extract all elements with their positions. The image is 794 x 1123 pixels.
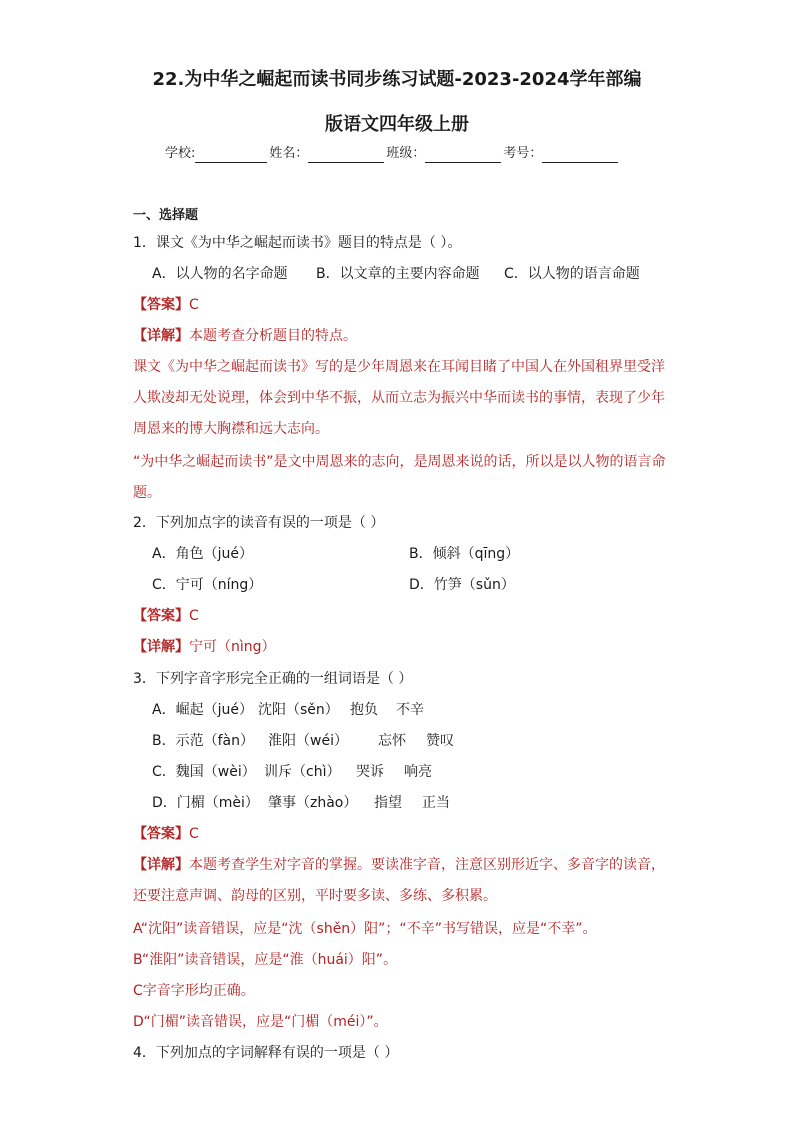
q3-option-a: A．崛起（jué） 沈阳（sěn） 抱负 不辛	[152, 702, 424, 718]
q3-option-c: C．魏国（wèi） 训斥（chì） 哭诉 响亮	[152, 764, 432, 780]
q1-options	[152, 265, 640, 283]
q2-detail: 【详解】宁可（nìng）	[133, 639, 276, 655]
class-label: 班级：	[386, 146, 426, 161]
q3-explanation-2: A“沈阳”读音错误，应是“沈（shěn）阳”；“不辛”书写错误，应是“不幸”。	[133, 921, 597, 937]
student-info-row	[165, 145, 620, 163]
q1-stem: 1．课文《为中华之崛起而读书》题目的特点是（ ）。	[133, 235, 462, 251]
q1-explanation-3: 周恩来的博大胸襟和远大志向。	[133, 421, 329, 437]
name-blank	[308, 148, 384, 163]
q1-explanation-2: 人欺凌却无处说理，体会到中华不振，从而立志为振兴中华而读书的事情，表现了少年	[133, 390, 665, 406]
q2-option-a: A．角色（jué）	[152, 546, 253, 562]
q1-explanation-1: 课文《为中华之崛起而读书》写的是少年周恩来在耳闻目睹了中国人在外国租界里受洋	[133, 359, 665, 375]
q3-detail: 【详解】本题考查学生对字音的掌握。要读准字音，注意区别形近字、多音字的读音，	[133, 857, 665, 873]
q3-explanation-3: B“淮阳”读音错误，应是“淮（huái）阳”。	[133, 952, 398, 968]
q3-explanation-1: 还要注意声调、韵母的区别，平时要多读、多练、多积累。	[133, 888, 497, 904]
q3-option-d: D．门楣（mèi） 肇事（zhào） 指望 正当	[152, 795, 450, 811]
q2-options-row1	[152, 545, 519, 563]
exam-no-blank	[542, 148, 618, 163]
name-label: 姓名：	[269, 146, 309, 161]
school-blank	[195, 148, 267, 163]
q2-options-row2	[152, 576, 515, 594]
exam-no-label: 考号：	[503, 146, 543, 161]
q3-explanation-4: C字音字形均正确。	[133, 983, 255, 999]
q3-option-b: B．示范（fàn） 淮阳（wéi） 忘怀 赞叹	[152, 733, 454, 749]
q1-answer: 【答案】C	[133, 297, 199, 313]
class-blank	[425, 148, 501, 163]
q3-explanation-5: D“门楣”读音错误，应是“门楣（méi）”。	[133, 1014, 388, 1030]
doc-title-line2: 版语文四年级上册	[325, 114, 469, 135]
q1-option-c: C．以人物的语言命题	[504, 266, 640, 282]
q2-option-b: B．倾斜（qīng）	[409, 546, 520, 562]
doc-title-line1: 22.为中华之崛起而读书同步练习试题-2023-2024学年部编	[152, 69, 642, 90]
q3-answer: 【答案】C	[133, 826, 199, 842]
q4-stem: 4．下列加点的字词解释有误的一项是（ ）	[133, 1045, 399, 1061]
q1-option-b: B．以文章的主要内容命题	[316, 266, 480, 282]
q1-explanation-4: “为中华之崛起而读书”是文中周恩来的志向，是周恩来说的话，所以是以人物的语言命	[133, 454, 666, 470]
q2-option-d: D．竹笋（sǔn）	[409, 577, 515, 593]
school-label: 学校:	[165, 146, 196, 161]
q1-explanation-5: 题。	[133, 485, 161, 501]
q1-option-a: A．以人物的名字命题	[152, 266, 288, 282]
q3-stem: 3．下列字音字形完全正确的一组词语是（ ）	[133, 671, 413, 687]
section-heading: 一、选择题	[133, 208, 199, 223]
q2-answer: 【答案】C	[133, 608, 199, 624]
q2-stem: 2．下列加点字的读音有误的一项是（ ）	[133, 515, 385, 531]
q2-option-c: C．宁可（níng）	[152, 577, 263, 593]
q1-detail: 【详解】本题考查分析题目的特点。	[133, 328, 357, 344]
